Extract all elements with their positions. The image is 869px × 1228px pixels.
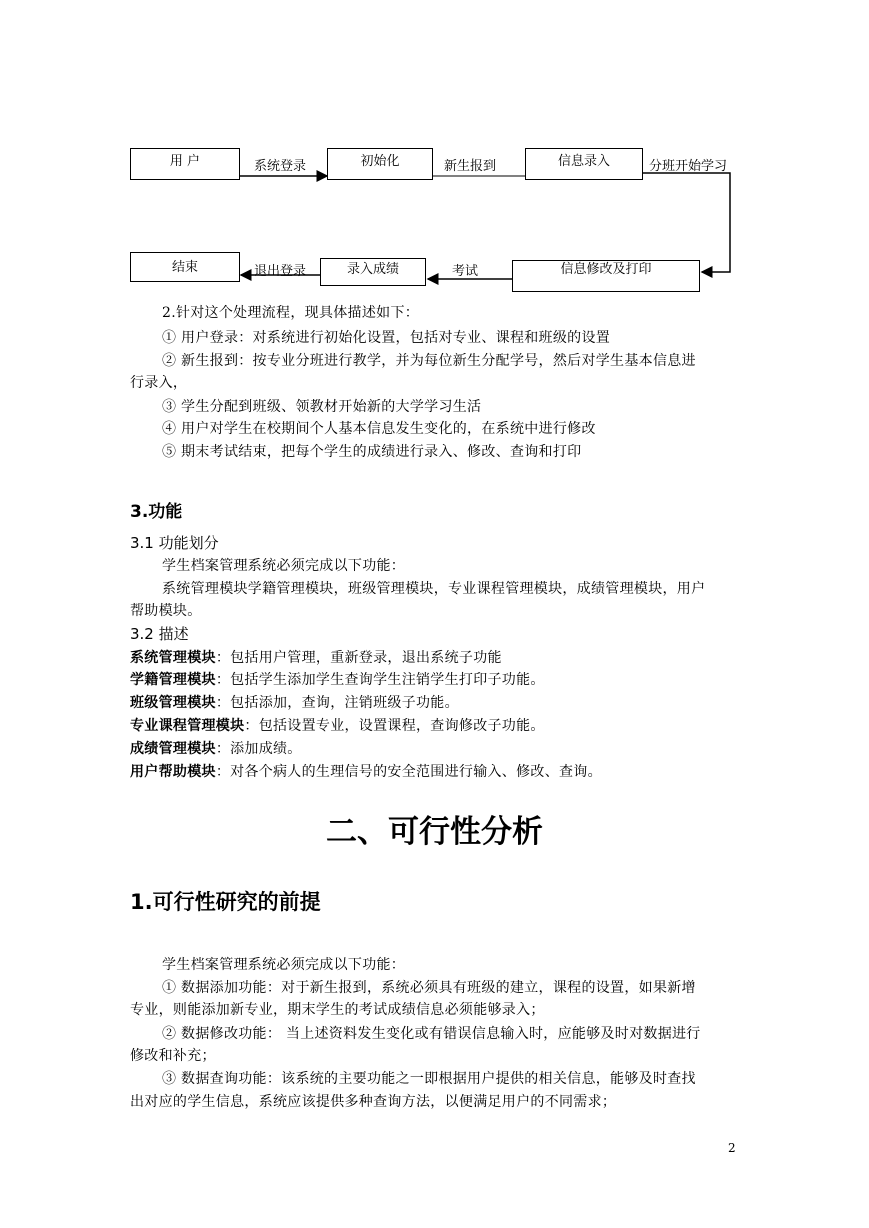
section-title-functions: 3.功能 [130, 502, 183, 522]
module-line [130, 715, 545, 735]
section-title-feasibility-premise: 1.可行性研究的前提 [130, 890, 321, 914]
module-desc: ：包括设置专业，设置课程，查询修改子功能。 [244, 718, 545, 734]
node-user [130, 148, 240, 180]
process-item-3: ③ 学生分配到班级、领教材开始新的大学学习生活 [162, 399, 482, 415]
node-info-input [525, 148, 643, 180]
subsection-3-1: 3.1 功能划分 [130, 534, 219, 552]
edge-label-register: 新生报到 [444, 159, 497, 174]
module-desc: ：添加成绩。 [215, 741, 302, 757]
chapter-line-2: 专业，则能添加新专业，期末学生的考试成绩信息必须能够录入； [130, 1002, 545, 1018]
node-info-modify-print-label: 信息修改及打印 [560, 262, 652, 277]
node-grade-entry-label: 录入成绩 [346, 262, 399, 277]
module-line [130, 692, 459, 712]
module-name: 成绩管理模块 [130, 741, 216, 757]
chapter-title: 二、可行性分析 [326, 814, 543, 850]
module-desc: ：包括添加，查询，注销班级子功能。 [215, 695, 459, 711]
module-line [130, 647, 502, 667]
process-item-4: ④ 用户对学生在校期间个人基本信息发生变化的，在系统中进行修改 [162, 421, 596, 437]
process-item-5: ⑤ 期末考试结束，把每个学生的成绩进行录入、修改、查询和打印 [162, 444, 582, 460]
module-line [130, 761, 602, 781]
module-name: 系统管理模块 [130, 650, 216, 666]
node-init [327, 148, 433, 180]
module-name: 用户帮助模块 [130, 764, 216, 780]
module-name: 班级管理模块 [130, 695, 216, 711]
node-init-label: 初始化 [360, 154, 400, 169]
module-desc: ：对各个病人的生理信号的安全范围进行输入、修改、查询。 [215, 764, 602, 780]
module-line [130, 738, 302, 758]
module-line [130, 669, 545, 689]
module-desc: ：包括学生添加学生查询学生注销学生打印子功能。 [215, 672, 545, 688]
process-item-2: ② 新生报到：按专业分班进行教学，并为每位新生分配学号，然后对学生基本信息进 [162, 353, 696, 369]
module-name: 专业课程管理模块 [130, 718, 245, 734]
functions-para-1: 学生档案管理系统必须完成以下功能： [162, 558, 406, 574]
module-name: 学籍管理模块 [130, 672, 216, 688]
process-heading: 2.针对这个处理流程，现具体描述如下： [162, 305, 420, 321]
module-desc: ：包括用户管理，重新登录，退出系统子功能 [215, 650, 502, 666]
page-number: 2 [728, 1141, 736, 1155]
node-info-input-label: 信息录入 [557, 154, 610, 169]
node-info-modify-print [512, 260, 700, 292]
chapter-intro: 学生档案管理系统必须完成以下功能： [162, 957, 406, 973]
process-item-2-cont: 行录入， [130, 375, 188, 391]
chapter-line-1: ① 数据添加功能：对于新生报到，系统必须具有班级的建立，课程的设置，如果新增 [162, 980, 696, 996]
functions-para-2b: 帮助模块。 [130, 603, 202, 619]
edge-label-start-study: 分班开始学习 [649, 159, 728, 174]
chapter-line-3: ② 数据修改功能： 当上述资料发生变化或有错误信息输入时，应能够及时对数据进行 [162, 1026, 701, 1042]
edge-label-exam: 考试 [452, 264, 479, 279]
arrow-input-to-modify [643, 173, 730, 272]
edge-label-logout: 退出登录 [254, 264, 307, 279]
node-grade-entry [320, 258, 426, 286]
node-end-label: 结束 [171, 260, 198, 275]
node-user-label: 用 户 [169, 154, 201, 169]
chapter-line-5: ③ 数据查询功能：该系统的主要功能之一即根据用户提供的相关信息，能够及时查找 [162, 1071, 696, 1087]
node-end [130, 252, 240, 282]
chapter-line-6: 出对应的学生信息，系统应该提供多种查询方法，以便满足用户的不同需求； [130, 1094, 617, 1110]
chapter-line-4: 修改和补充； [130, 1048, 216, 1064]
process-item-1: ① 用户登录：对系统进行初始化设置，包括对专业、课程和班级的设置 [162, 330, 611, 346]
edge-label-login: 系统登录 [254, 159, 307, 174]
functions-para-2a: 系统管理模块学籍管理模块，班级管理模块，专业课程管理模块，成绩管理模块，用户 [162, 581, 706, 597]
subsection-3-2: 3.2 描述 [130, 625, 189, 643]
